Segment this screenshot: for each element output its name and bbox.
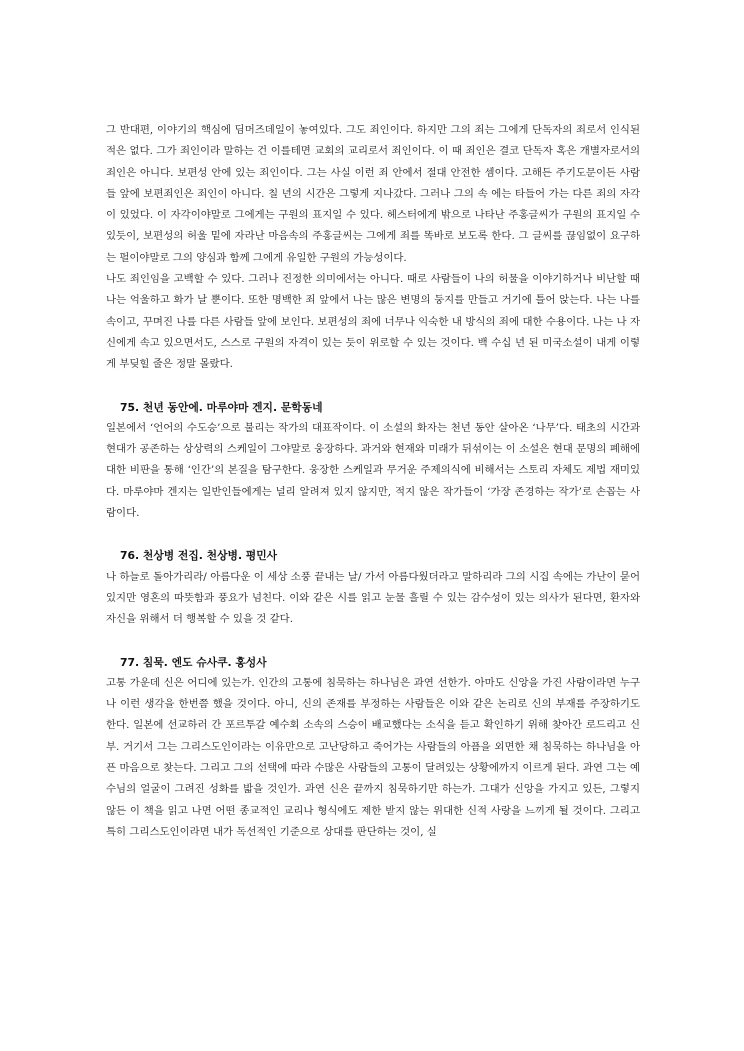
- section-gap: [106, 524, 640, 545]
- section-heading-75: 75. 천년 동안에. 마루야마 겐지. 문학동네: [120, 400, 323, 414]
- section-gap: [106, 631, 640, 652]
- section-body-77: 고통 가운데 신은 어디에 있는가. 인간의 고통에 침묵하는 하나님은 과연 선한가. 아마도 신앙을 가진 사람이라면 누구나 이런 생각을 한번쯤 했을 것이다. 아니, 신의 존재를 부정하는 사람들은 이와 같은 논리로 신의 부재를 주장하기도 한다. 일본에 선교하러 간 포르투갈 예수회 소속의 스승이 배교했다는 소식을 듣고 확인하기 위해 찾아간 로드리고 신부. 거기서 그는 그리스도인이라는 이유만으로 고난당하고 죽어가는 사람들의 아픔을 외면한 채 침묵하는 하나님을 아픈 마음으로 찾는다. 그리고 그의 선택에 따라 수많은 사람들의 고통이 달려있는 상황에까지 이르게 된다. 과연 그는 예수님의 얼굴이 그려진 성화를 밟을 것인가. 과연 신은 끝까지 침묵하기만 하는가. 그대가 신앙을 가지고 있든, 그렇지 않든 이 책을 읽고 나면 어떤 종교적인 교리나 형식에도 제한 받지 않는 위대한 신적 사랑을 느끼게 될 것이다. 그리고 특히 그리스도인이라면 내가 독선적인 기준으로 상대를 판단하는 것이, 실: [106, 676, 640, 838]
- section-body-75: 일본에서 ‘언어의 수도승’으로 불리는 작가의 대표작이다. 이 소설의 화자는 천년 동안 살아온 ‘나무’다. 태초의 시간과 현대가 공존하는 상상력의 스케일이 그야말로 웅장하다. 과거와 현재와 미래가 뒤섞이는 이 소설은 현대 문명의 폐해에 대한 비판을 통해 ‘인간’의 본질을 탐구한다. 웅장한 스케일과 무거운 주제의식에 비해서는 스토리 자체도 제법 재미있다. 마루야마 겐지는 일반인들에게는 널리 알려져 있지 않지만, 적지 않은 작가들이 ‘가장 존경하는 작가’로 손꼽는 사람이다.: [106, 421, 640, 520]
- intro-paragraph-2: 나도 죄인임을 고백할 수 있다. 그러나 진정한 의미에서는 아니다. 때로 사람들이 나의 허물을 이야기하거나 비난할 때 나는 억울하고 화가 날 뿐이다. 또한 명백한 죄 앞에서 나는 많은 변명의 둥지를 만들고 거기에 틀어 앉는다. 나는 나를 속이고, 꾸며진 나를 다른 사람들 앞에 보인다. 보편성의 죄에 너무나 익숙한 내 방식의 죄에 대한 수용이다. 나는 나 자신에게 속고 있으면서도, 스스로 구원의 자격이 있는 듯이 위로할 수 있는 것이다. 백 수십 년 된 미국소설이 내게 이렇게 부딪힐 줄은 정말 몰랐다.: [106, 273, 640, 371]
- section-heading-77: 77. 침묵. 엔도 슈사쿠. 홍성사: [120, 655, 267, 669]
- section-gap: [106, 376, 640, 397]
- section-body-76: 나 하늘로 돌아가리라/ 아름다운 이 세상 소풍 끝내는 날/ 가서 아름다웠더라고 말하리라 그의 시집 속에는 가난이 묻어있지만 영혼의 따뜻함과 풍요가 넘친다. 이와 같은 시를 읽고 눈물 흘릴 수 있는 감수성이 있는 의사가 된다면, 환자와 자신을 위해서 더 행복할 수 있을 것 같다.: [106, 570, 640, 626]
- intro-paragraph-1: 그 반대편, 이야기의 핵심에 딤머즈데일이 놓여있다. 그도 죄인이다. 하지만 그의 죄는 그에게 단독자의 죄로서 인식된 적은 없다. 그가 죄인이라 말하는 건 이를테면 교회의 교리로서 죄인이다. 이 때 죄인은 결코 단독자 혹은 개별자로서의 죄인은 아니다. 보편성 안에 있는 죄인이다. 그는 사실 이런 죄 안에서 절대 안전한 셈이다. 고해든 주기도문이든 사람들 앞에 보편죄인은 죄인이 아니다. 칠 년의 시간은 그렇게 지나갔다. 그러나 그의 속 에는 타들어 가는 다른 죄의 자각이 있었다. 이 자각이야말로 그에게는 구원의 표지일 수 있다. 헤스터에게 밖으로 나타난 주홍글씨가 구원의 표지일 수 있듯이, 보편성의 허울 밑에 자라난 마음속의 주홍글씨는 그에게 죄를 똑바로 보도록 한다. 그 글씨를 끊임없이 요구하는 펄이야말로 그의 양심과 함께 그에게 유일한 구원의 가능성이다.: [106, 124, 640, 264]
- section-heading-76: 76. 천상병 전집. 천상병. 평민사: [120, 549, 278, 563]
- document-page: [106, 120, 640, 843]
